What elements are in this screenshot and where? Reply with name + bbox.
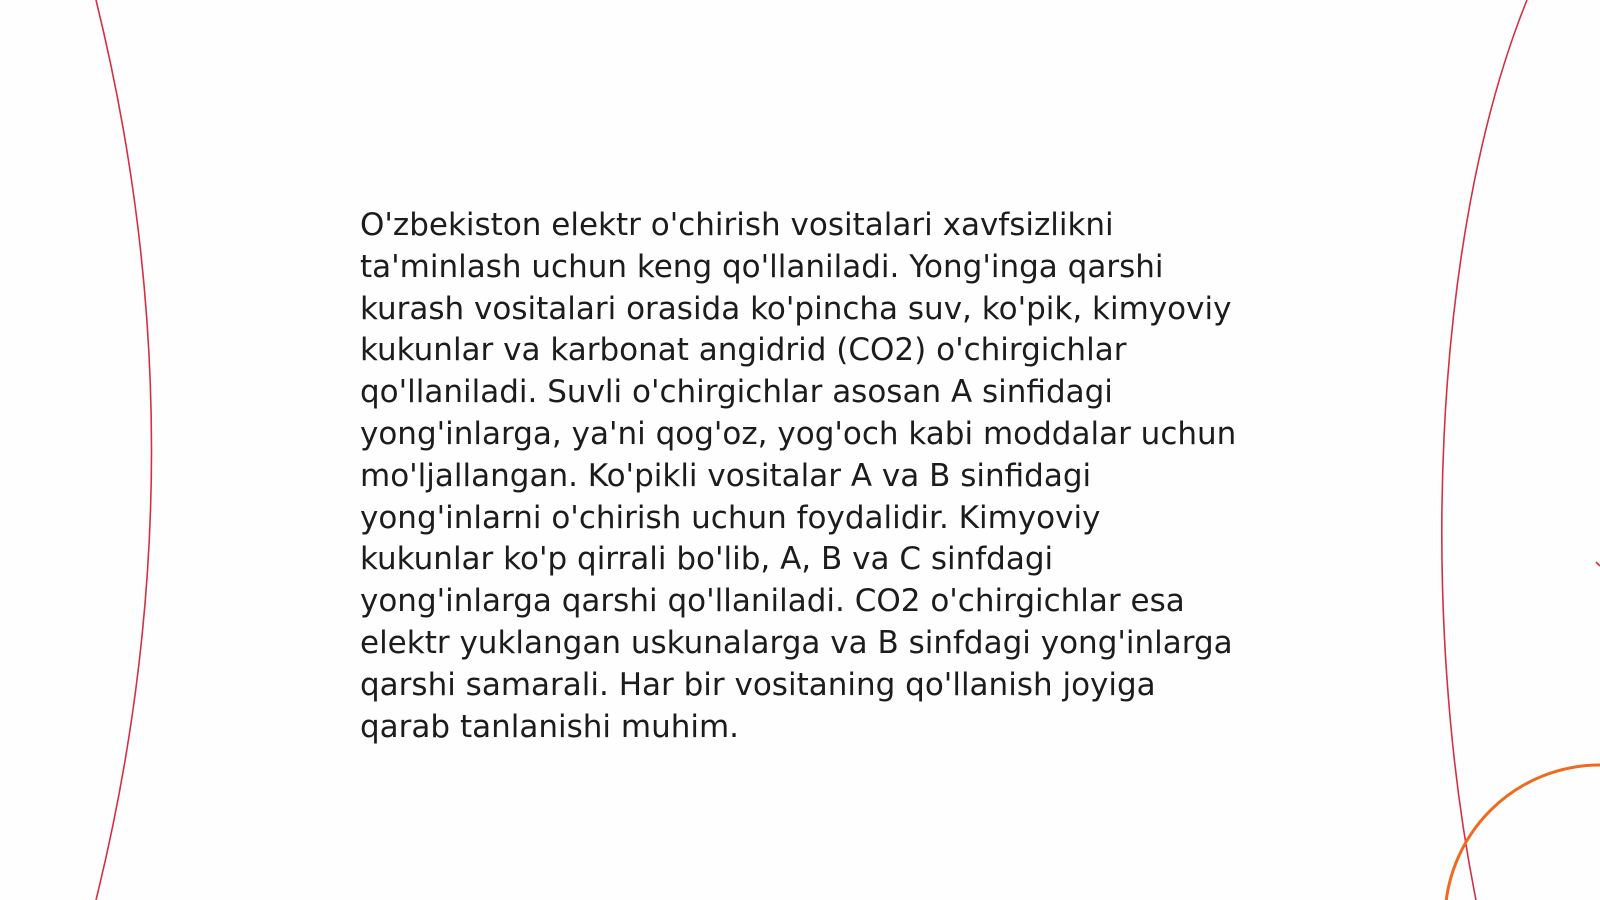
left-curve-line <box>96 0 152 900</box>
right-curve-line <box>1442 0 1527 900</box>
orange-circle-arc <box>1445 765 1600 900</box>
slide-body-text: O'zbekiston elektr o'chirish vositalari xavfsizlikni ta'minlash uchun keng qo'llaniladi. Yong'inga qarshi kurash vositalari orasida ko'pincha suv, ko'pik, kimyoviy kukunlar va karbonat angidrid (CO2) o'chirgichlar qo'llaniladi. Suvli o'chirgichlar asosan A sinfidagi yong'inlarga, ya'ni qog'oz, yog'och kabi moddalar uchun mo'ljallangan. Ko'pikli vositalar A va B sinfidagi yong'inlarni o'chirish uchun foydalidir. Kimyoviy kukunlar ko'p qirrali bo'lib, A, B va C sinfdagi yong'inlarga qarshi qo'llaniladi. CO2 o'chirgichlar esa elektr yuklangan uskunalarga va B sinfdagi yong'inlarga qarshi samarali. Har bir vositaning qo'llanish joyiga qarab tanlanishi muhim. <box>360 207 1237 745</box>
right-edge-tick <box>1596 562 1600 566</box>
